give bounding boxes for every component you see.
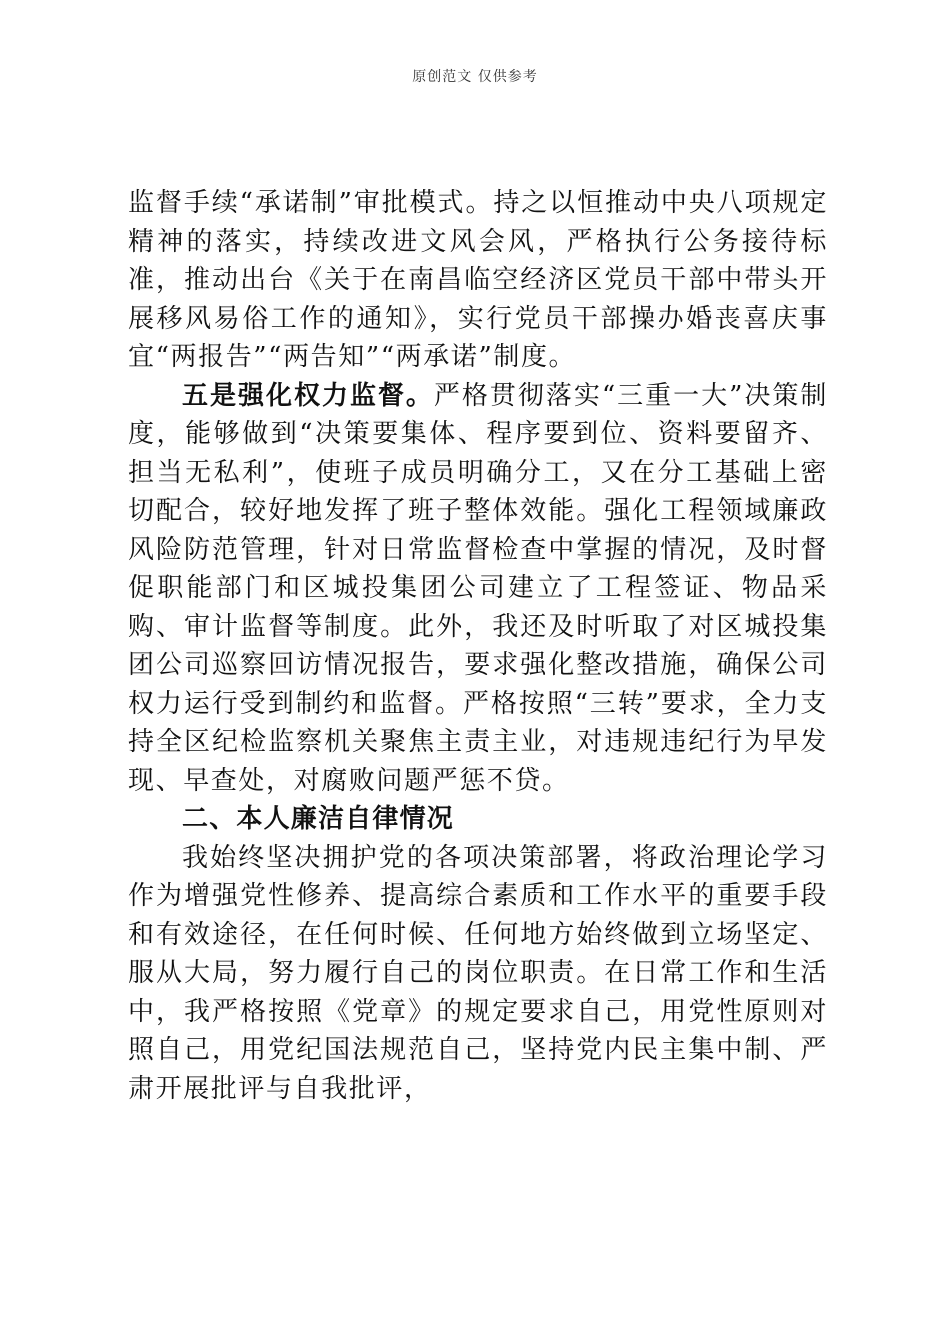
page-header: 原创范文 仅供参考	[412, 69, 538, 85]
paragraph-body: 严格贯彻落实“三重一大”决策制度，能够做到“决策要集体、程序要到位、资料要留齐、担当无私利”，使班子成员明确分工，又在分工基础上密切配合，较好地发挥了班子整体效能。强化工程领域廉政风险防范管理，针对日常监督检查中掌握的情况，及时督促职能部门和区城投集团公司建立了工程签证、物品采购、审计监督等制度。此外，我还及时听取了对区城投集团公司巡察回访情况报告，要求强化整改措施，确保公司权力运行受到制约和监督。严格按照“三转”要求，全力支持全区纪检监察机关聚焦主责主业，对违规违纪行为早发现、早查处，对腐败问题严惩不贷。	[128, 380, 828, 796]
document-body	[128, 184, 828, 1108]
paragraph-continuation: 监督手续“承诺制”审批模式。持之以恒推动中央八项规定精神的落实，持续改进文风会风，严格执行公务接待标准，推动出台《关于在南昌临空经济区党员干部中带头开展移风易俗工作的通知》，实行党员干部操办婚丧喜庆事宜“两报告”“两告知”“两承诺”制度。	[128, 188, 828, 372]
paragraph-lead-heading: 五是强化权力监督。	[182, 380, 434, 411]
paragraph-power-supervision	[128, 377, 828, 801]
section-heading: 二、本人廉洁自律情况	[182, 804, 455, 834]
paragraph-self-discipline: 我始终坚决拥护党的各项决策部署，将政治理论学习作为增强党性修养、提高综合素质和工作水平的重要手段和有效途径，在任何时候、任何地方始终做到立场坚定、服从大局，努力履行自己的岗位职责。在日常工作和生活中，我严格按照《党章》的规定要求自己，用党性原则对照自己，用党纪国法规范自己，坚持党内民主集中制、严肃开展批评与自我批评，	[128, 842, 828, 1104]
